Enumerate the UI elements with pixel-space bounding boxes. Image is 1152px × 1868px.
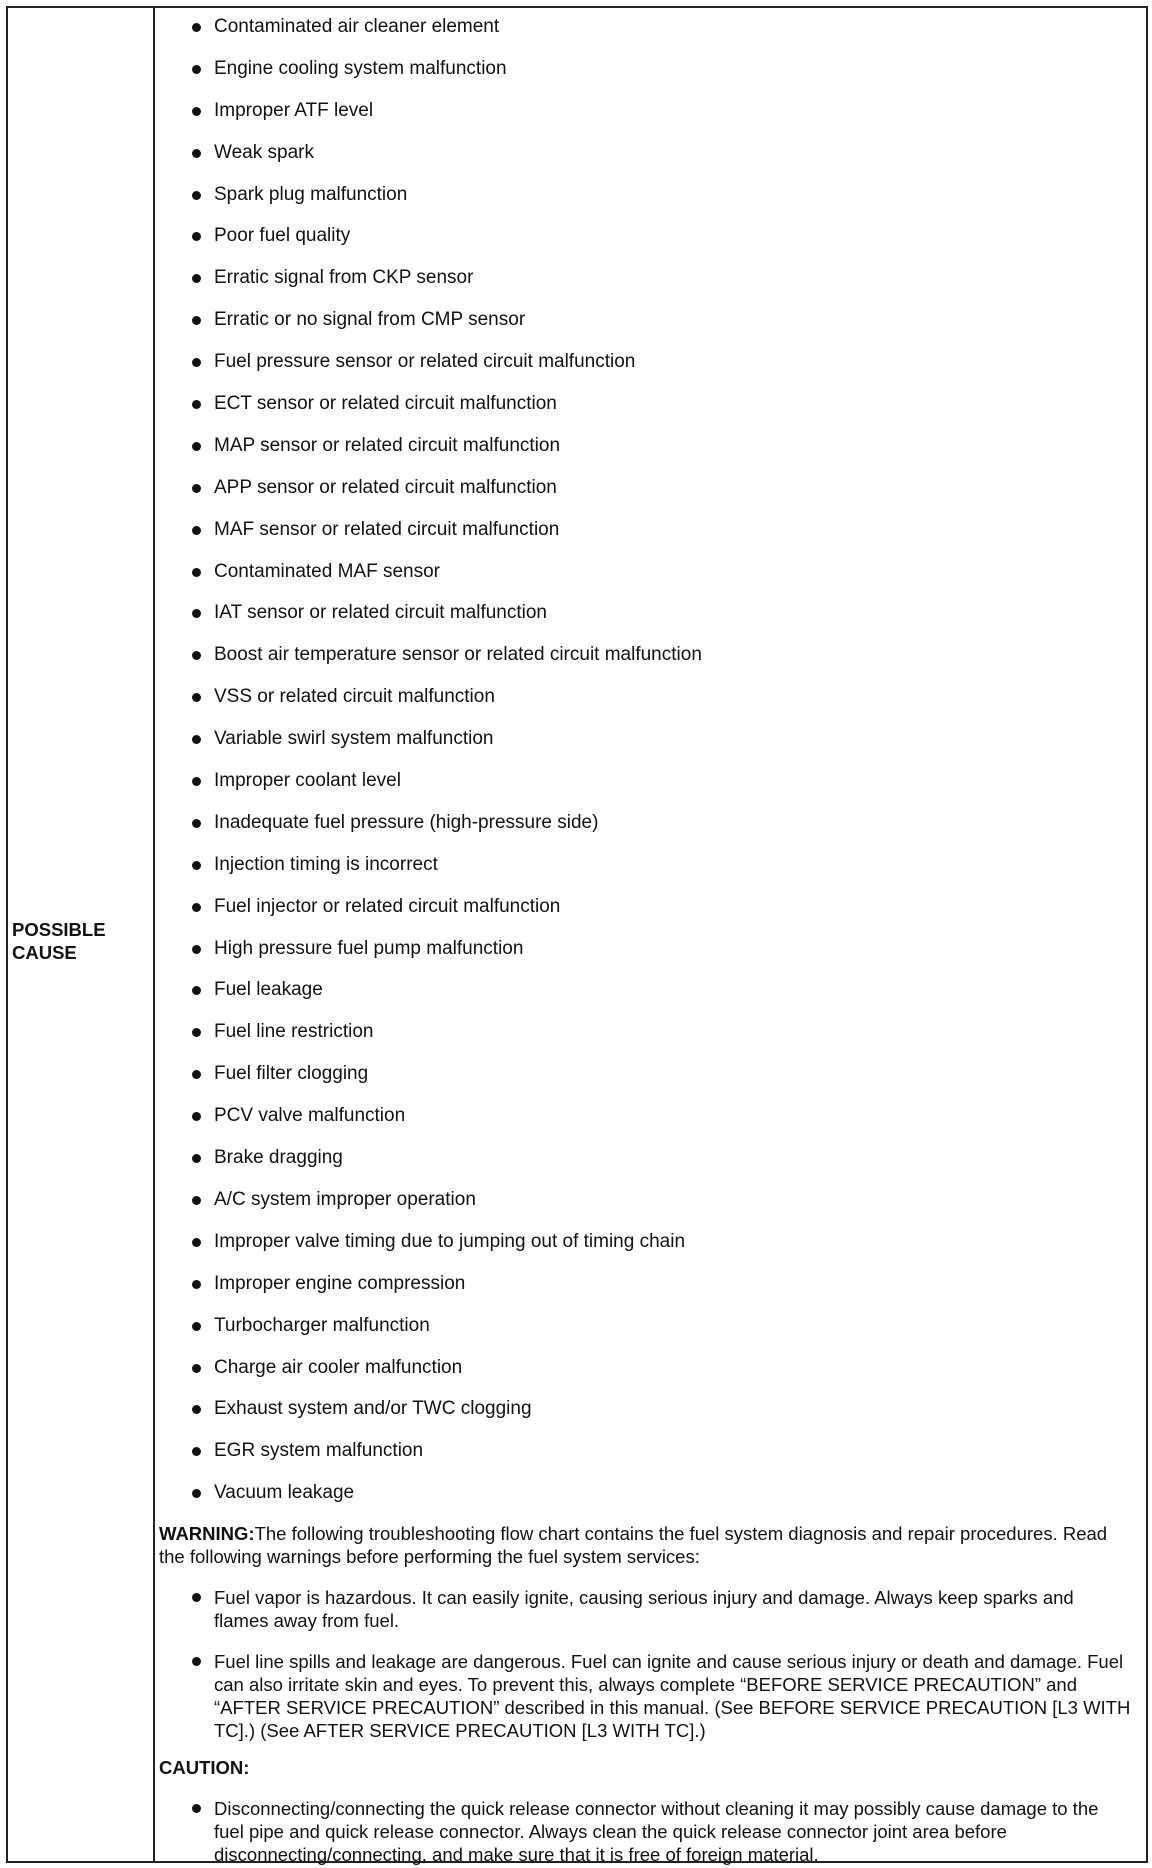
cause-item <box>155 724 1146 766</box>
bullet-icon <box>192 65 201 74</box>
cause-item-text: MAP sensor or related circuit malfunction <box>214 434 561 456</box>
cause-item-text: EGR system malfunction <box>214 1440 424 1462</box>
cause-item <box>155 850 1146 892</box>
cause-item <box>155 1059 1146 1101</box>
cause-item <box>155 221 1146 263</box>
bullet-icon <box>192 1196 201 1205</box>
cause-item <box>155 1143 1146 1185</box>
bullet-icon <box>192 1322 201 1331</box>
cause-item-text: Injection timing is incorrect <box>214 853 438 875</box>
cause-item <box>155 1227 1146 1269</box>
bullet-icon <box>192 1154 201 1163</box>
bullet-icon <box>192 442 201 451</box>
cause-item-text: Turbocharger malfunction <box>214 1314 430 1336</box>
cause-item-text: Vacuum leakage <box>214 1482 355 1504</box>
cause-item <box>155 682 1146 724</box>
bullet-icon <box>192 609 201 618</box>
cause-item-text: Engine cooling system malfunction <box>214 57 507 79</box>
bullet-icon <box>192 484 201 493</box>
bullet-icon <box>192 735 201 744</box>
warning-item-text: Fuel vapor is hazardous. It can easily ignite, causing serious injury and damage. Always keep sparks and flames away from fuel. <box>214 1587 1074 1632</box>
bullet-icon <box>192 1405 201 1414</box>
cause-item <box>155 263 1146 305</box>
bullet-icon <box>192 316 201 325</box>
bullet-icon <box>192 400 201 409</box>
cause-item-text: Fuel pressure sensor or related circuit malfunction <box>214 351 636 373</box>
bullet-icon <box>192 1447 201 1456</box>
bullet-icon <box>192 1280 201 1289</box>
cause-item <box>155 934 1146 976</box>
cause-item <box>155 975 1146 1017</box>
cause-item-text: Erratic or no signal from CMP sensor <box>214 309 526 331</box>
cause-item <box>155 431 1146 473</box>
cause-item <box>155 473 1146 515</box>
cause-item <box>155 1394 1146 1436</box>
label-line-1: POSSIBLE <box>12 919 106 940</box>
bullet-icon <box>192 861 201 870</box>
bullet-icon <box>192 191 201 200</box>
possible-cause-table <box>6 6 1148 1866</box>
cause-item <box>155 1353 1146 1395</box>
bullet-icon <box>192 1804 201 1813</box>
bullet-icon <box>192 1593 201 1602</box>
cause-item <box>155 598 1146 640</box>
bullet-icon <box>192 651 201 660</box>
cause-item <box>155 389 1146 431</box>
cause-item-text: VSS or related circuit malfunction <box>214 686 495 708</box>
cause-item <box>155 54 1146 96</box>
caution-item <box>155 1797 1146 1866</box>
bullet-icon <box>192 1364 201 1373</box>
cause-item-text: Spark plug malfunction <box>214 183 408 205</box>
cause-item-text: Fuel injector or related circuit malfunction <box>214 895 561 917</box>
warning-item-text: Fuel line spills and leakage are dangerous. Fuel can ignite and cause serious injury or death and damage. Fuel can also irritate skin and eyes. To prevent this, always complete “BEFORE SERVICE PRECAUTION” and “AFTER SERVICE PRECAUTION” described in this manual. (See BEFORE SERVICE PRECAUTION [L3 WITH TC].) (See AFTER SERVICE PRECAUTION [L3 WITH TC].) <box>214 1651 1131 1742</box>
bullet-icon <box>192 945 201 954</box>
cause-item-text: Exhaust system and/or TWC clogging <box>214 1398 532 1420</box>
warning-paragraph <box>155 1522 1146 1568</box>
bullet-icon <box>192 232 201 241</box>
bullet-icon <box>192 274 201 283</box>
bullet-icon <box>192 693 201 702</box>
cause-item <box>155 305 1146 347</box>
bullet-icon <box>192 1657 201 1666</box>
cause-item <box>155 1478 1146 1520</box>
cause-item <box>155 347 1146 389</box>
caution-item-text: Disconnecting/connecting the quick release connector without cleaning it may possibly cause damage to the fuel pipe and quick release connector. Always clean the quick release connector joint area before disconnecting/connecting, and make sure that it is free of foreign material. <box>214 1798 1099 1866</box>
cause-item <box>155 1185 1146 1227</box>
bullet-icon <box>192 149 201 158</box>
cause-item-text: Charge air cooler malfunction <box>214 1356 463 1378</box>
cause-item-text: Brake dragging <box>214 1147 343 1169</box>
caution-list <box>155 1797 1146 1866</box>
warning-title: WARNING: <box>159 1523 255 1545</box>
cause-item-text: ECT sensor or related circuit malfunction <box>214 393 557 415</box>
bullet-icon <box>192 526 201 535</box>
cause-item-text: Fuel leakage <box>214 979 323 1001</box>
cause-item <box>155 138 1146 180</box>
bullet-icon <box>192 1028 201 1037</box>
cause-item-text: Inadequate fuel pressure (high-pressure side) <box>214 811 599 833</box>
cause-item <box>155 1269 1146 1311</box>
cause-item <box>155 515 1146 557</box>
cause-item <box>155 96 1146 138</box>
label-line-2: CAUSE <box>12 942 77 963</box>
cause-item-text: Fuel filter clogging <box>214 1063 369 1085</box>
cause-item-text: MAF sensor or related circuit malfunction <box>214 518 560 540</box>
cause-item-text: Improper coolant level <box>214 770 401 792</box>
bullet-icon <box>192 777 201 786</box>
bullet-icon <box>192 986 201 995</box>
cause-item-text: Contaminated MAF sensor <box>214 560 440 582</box>
bullet-icon <box>192 1238 201 1247</box>
cause-item-text: Weak spark <box>214 141 314 163</box>
caution-title: CAUTION: <box>159 1757 250 1779</box>
bullet-icon <box>192 903 201 912</box>
content-column <box>155 8 1146 1866</box>
cause-list <box>155 8 1146 1520</box>
bullet-icon <box>192 1112 201 1121</box>
label-column <box>8 8 155 1861</box>
cause-item-text: Erratic signal from CKP sensor <box>214 267 474 289</box>
cause-item-text: A/C system improper operation <box>214 1188 476 1210</box>
cause-item <box>155 557 1146 599</box>
cause-item-text: IAT sensor or related circuit malfunction <box>214 602 547 624</box>
cause-item <box>155 12 1146 54</box>
cause-item <box>155 1311 1146 1353</box>
warning-item <box>155 1586 1146 1632</box>
cause-item-text: Boost air temperature sensor or related circuit malfunction <box>214 644 702 666</box>
cause-item <box>155 1017 1146 1059</box>
cause-item-text: Improper engine compression <box>214 1272 466 1294</box>
cause-item-text: Fuel line restriction <box>214 1021 374 1043</box>
bullet-icon <box>192 819 201 828</box>
bullet-icon <box>192 568 201 577</box>
warning-item <box>155 1650 1146 1742</box>
warning-text: The following troubleshooting flow chart contains the fuel system diagnosis and repair procedures. Read the following warnings before performing the fuel system services: <box>159 1523 1108 1568</box>
cause-item <box>155 1101 1146 1143</box>
bullet-icon <box>192 1070 201 1079</box>
cause-item-text: Variable swirl system malfunction <box>214 728 494 750</box>
cause-item-text: Improper valve timing due to jumping out of timing chain <box>214 1230 686 1252</box>
cause-item-text: Contaminated air cleaner element <box>214 16 500 37</box>
cause-item-text: Improper ATF level <box>214 99 374 121</box>
cause-item-text: APP sensor or related circuit malfunction <box>214 476 557 498</box>
cause-item <box>155 1436 1146 1478</box>
possible-cause-label <box>12 918 106 964</box>
bullet-icon <box>192 358 201 367</box>
cause-item-text: PCV valve malfunction <box>214 1105 406 1127</box>
cause-item <box>155 808 1146 850</box>
cause-item <box>155 892 1146 934</box>
bullet-icon <box>192 1489 201 1498</box>
cause-item <box>155 766 1146 808</box>
cause-item-text: High pressure fuel pump malfunction <box>214 937 524 959</box>
bullet-icon <box>192 23 201 32</box>
bullet-icon <box>192 107 201 116</box>
cause-item <box>155 180 1146 222</box>
warning-list <box>155 1586 1146 1742</box>
cause-item <box>155 640 1146 682</box>
cause-item-text: Poor fuel quality <box>214 225 351 247</box>
